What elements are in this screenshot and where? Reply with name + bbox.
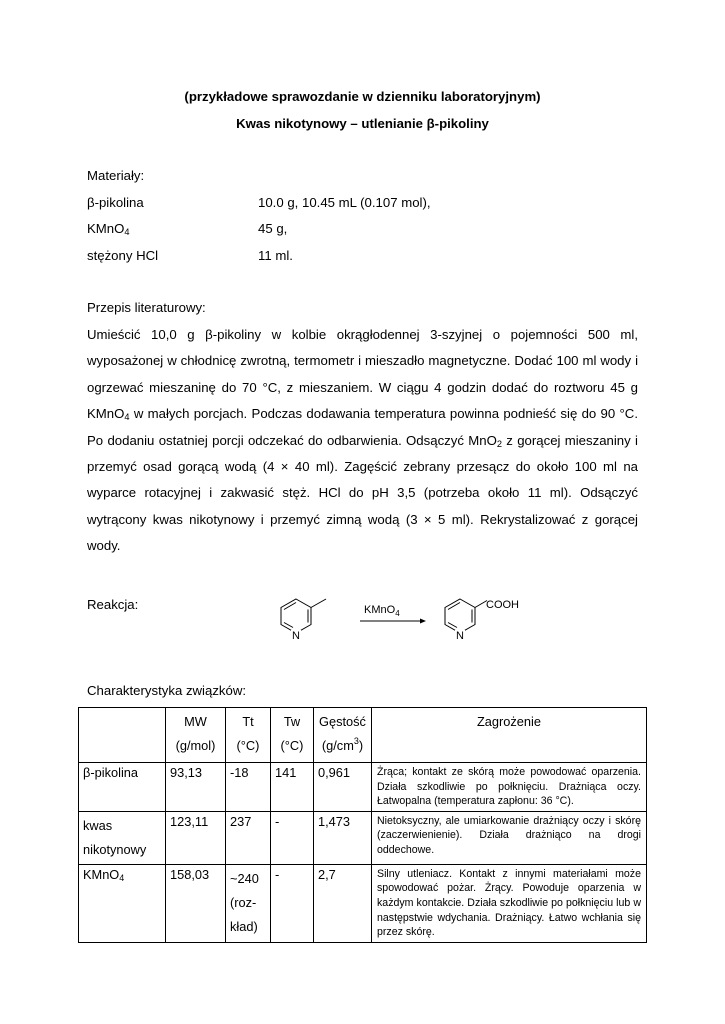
cell-tw: - xyxy=(271,864,314,942)
cell-density: 0,961 xyxy=(314,763,372,812)
header-mw: MW (g/mol) xyxy=(166,708,226,763)
header-tt: Tt (°C) xyxy=(226,708,271,763)
cell-mw: 93,13 xyxy=(166,763,226,812)
table-header-row xyxy=(79,708,647,763)
material-amount-3: 11 ml. xyxy=(258,248,293,263)
reagent-label: KMnO$_4$ xyxy=(364,604,400,618)
table-heading: Charakterystyka związków: xyxy=(87,683,247,698)
nicotinic-acid-structure xyxy=(445,599,487,633)
material-name-1: β-pikolina xyxy=(87,195,144,210)
material-amount-1: 10.0 g, 10.45 mL (0.107 mol), xyxy=(258,195,431,210)
material-amount-2: 45 g, xyxy=(258,221,288,236)
material-name-3: stężony HCl xyxy=(87,248,159,263)
document-subtitle: Kwas nikotynowy – utlenianie β-pikoliny xyxy=(236,116,489,131)
material-name-2: KMnO$_4$ xyxy=(87,221,130,237)
cell-hazard: Nietoksyczny, ale umiarkowanie drażniący oczy i skórę (zaczerwienienie). Działa drażniąco na drogi oddechowe. xyxy=(372,811,647,864)
reaction-scheme xyxy=(270,592,530,652)
procedure-text: Umieścić 10,0 g β-pikoliny w kolbie okrągłodennej 3-szyjnej o pojemności 500 ml, wyposażonej w chłodnicę zwrotną, termometr i mieszadło magnetyczne. Dodać 100 ml wody i ogrzewać mieszaninę do 70 °C, z mieszaniem. W ciągu 4 godzin dodać do roztworu 45 g KMnO$_4$ w małych porcjach. Podczas dodawania temperatura powinna podnieść się do 90 °C. Po dodaniu ostatniej porcji odczekać do odbarwienia. Odsączyć MnO$_2$ z gorącej mieszaniny i przemyć osad gorącą wodą (4 × 40 ml). Zagęścić zebrany przesącz do około 100 ml na wyparce rotacyjnej i zakwasić stęż. HCl do pH 3,5 (potrzeba około 11 ml). Odsączyć wytrącony kwas nikotynowy i przemyć zimną wodą (3 × 5 ml). Rekrystalizować z gorącej wody. xyxy=(87,327,638,554)
table-row xyxy=(79,811,647,864)
compounds-table xyxy=(78,707,647,943)
arrow-head xyxy=(420,619,426,624)
table-row xyxy=(79,864,647,942)
cell-mw: 158,03 xyxy=(166,864,226,942)
cell-name: KMnO$_4$ xyxy=(79,864,166,942)
reaction-heading: Reakcja: xyxy=(87,597,139,612)
header-tw: Tw (°C) xyxy=(271,708,314,763)
cell-name: kwas nikotynowy xyxy=(79,811,166,864)
header-hazard: Zagrożenie xyxy=(372,708,647,763)
procedure-heading: Przepis literaturowy: xyxy=(87,300,206,315)
cell-density: 2,7 xyxy=(314,864,372,942)
materials-heading: Materiały: xyxy=(87,168,145,183)
cell-tt: 237 xyxy=(226,811,271,864)
nitrogen-label-right: N xyxy=(456,630,464,642)
header-density: Gęstość $(g/cm^3)$ xyxy=(314,708,372,763)
table-row xyxy=(79,763,647,812)
header-compound xyxy=(79,708,166,763)
beta-picoline-structure xyxy=(281,599,326,633)
nitrogen-label-left: N xyxy=(292,630,300,642)
cell-tt: -18 xyxy=(226,763,271,812)
carboxyl-label: COOH xyxy=(486,599,519,611)
cell-name: β-pikolina xyxy=(79,763,166,812)
cell-tw: - xyxy=(271,811,314,864)
cell-hazard: Żrąca; kontakt ze skórą może powodować oparzenia. Działa szkodliwie po połknięciu. Drażniąca oczy. Łatwopalna (temperatura zapłonu: 36 °C). xyxy=(372,763,647,812)
cell-hazard: Silny utleniacz. Kontakt z innymi materiałami może spowodować pożar. Żrący. Powoduje oparzenia w każdym kontakcie. Działa szkodliwie po połknięciu lub w następstwie wdychania. Drażniący. Łatwo wchłania się przez skórę. xyxy=(372,864,647,942)
cell-mw: 123,11 xyxy=(166,811,226,864)
cell-density: 1,473 xyxy=(314,811,372,864)
cell-tw: 141 xyxy=(271,763,314,812)
document-title: (przykładowe sprawozdanie w dzienniku laboratoryjnym) xyxy=(184,89,541,104)
cell-tt: ~240 (roz-kład) xyxy=(226,864,271,942)
